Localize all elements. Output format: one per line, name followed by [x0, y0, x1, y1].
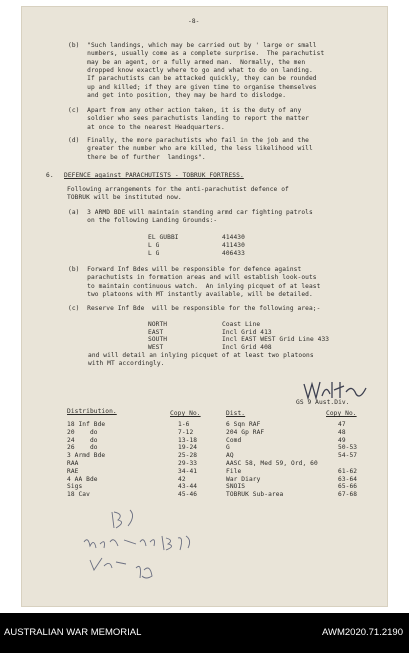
- handwritten-notes: [80, 506, 200, 588]
- paragraph-b-line: If parachutists can be attacked quickly, they can be rounded: [68, 75, 317, 83]
- paragraph-c-line: at once to the nearest Headquarters.: [68, 123, 225, 131]
- paragraph-b-line: and get into position, they may be hard to dislodge.: [68, 91, 287, 99]
- distribution-unit: G: [226, 444, 230, 452]
- item-b-line: (b) Forward Inf Bdes will be responsible for defence against: [68, 266, 302, 273]
- distribution-copy: 7-12: [178, 428, 194, 436]
- landing-ground-name: L G: [148, 242, 160, 249]
- distribution-copy: 1-6: [178, 421, 190, 428]
- item-b-line: to maintain continuous watch. An inlying picquet of at least: [68, 282, 321, 290]
- footer-accession-number: AWM2020.71.2190: [322, 627, 403, 638]
- distribution-unit: 24 do: [67, 436, 98, 444]
- distribution-unit: Sigs: [67, 483, 83, 491]
- paragraph-b-line: dropped know exactly where to go and what to do on landing.: [68, 66, 313, 74]
- distribution-copy: 13-18: [178, 436, 198, 444]
- landing-ground-name: L G: [148, 250, 160, 257]
- landing-ground-ref: 414430: [222, 234, 245, 241]
- distribution-copy: 29-33: [178, 460, 198, 467]
- distribution-copy: 42: [178, 475, 186, 483]
- distribution-unit: 26 do: [67, 444, 98, 452]
- distribution-copy: 61-62: [338, 467, 358, 475]
- page-number: -8-: [188, 18, 200, 25]
- distribution-heading: Distribution.: [67, 408, 117, 415]
- paragraph-b-line: numbers, usually come as a complete surprise. The parachutist: [68, 50, 325, 58]
- area-description: Incl EAST WEST Grid Line 433: [222, 336, 330, 344]
- paragraph-d-line: (d) Finally, the more parachutists who fail in the job and the: [68, 137, 309, 144]
- signature-block: GS 9 Aust.Div.: [296, 399, 350, 406]
- distribution-unit: 6 Sqn RAF: [226, 421, 261, 428]
- item-b-line: parachutists in formation areas and will establish look-outs: [68, 274, 317, 282]
- distribution-unit: SNOIS: [226, 483, 246, 491]
- section-heading: DEFENCE against PARACHUTISTS - TOBRUK FORTRESS.: [64, 172, 244, 179]
- intro-line: TOBRUK will be instituted now.: [67, 194, 182, 202]
- distribution-unit: RAE: [67, 467, 79, 475]
- distribution-copy: 48: [338, 428, 346, 436]
- distribution-unit: 18 Inf Bde: [67, 421, 106, 428]
- distribution-unit: 18 Cav: [67, 491, 90, 499]
- distribution-copy: 54-57: [338, 452, 358, 460]
- area-direction: NORTH: [148, 321, 168, 328]
- item-b-line: two platoons with MT instantly available, will be detailed.: [68, 290, 313, 298]
- item-a-line: on the following Landing Grounds:-: [68, 217, 218, 225]
- distribution-unit: AQ: [226, 452, 234, 460]
- item-c-end-line: with MT accordingly.: [88, 360, 165, 368]
- distribution-unit: Comd: [226, 436, 242, 444]
- distribution-copy: 25-28: [178, 452, 198, 460]
- distribution-unit: RAA: [67, 460, 79, 467]
- footer-bar: [0, 613, 409, 653]
- distribution-copy: 19-24: [178, 444, 198, 452]
- paragraph-d-line: greater the number who are killed, the less likelihood will: [68, 145, 313, 153]
- distribution-copy: 63-64: [338, 475, 358, 483]
- area-description: Incl Grid 413: [222, 328, 272, 336]
- footer-institution: AUSTRALIAN WAR MEMORIAL: [4, 627, 142, 638]
- paragraph-b-line: up and killed; if they are given time to organise themselves: [68, 83, 317, 91]
- distribution-copy: 34-41: [178, 467, 198, 475]
- intro-line: Following arrangements for the anti-parachutist defence of: [67, 186, 289, 193]
- distribution-unit: 4 AA Bde: [67, 475, 98, 483]
- landing-ground-name: EL GUBBI: [148, 234, 179, 241]
- section-number: 6.: [46, 172, 54, 179]
- distribution-copy: 45-46: [178, 491, 198, 499]
- landing-ground-ref: 406433: [222, 250, 245, 257]
- copy-no-heading-right: Copy No.: [326, 410, 357, 417]
- area-description: Coast Line: [222, 321, 261, 328]
- paragraph-b-line: may be an agent, or a fully armed man. Normally, the men: [68, 58, 306, 66]
- distribution-copy: 49: [338, 436, 346, 444]
- paragraph-b-line: (b) "Such landings, which may be carried out by ' large or small: [68, 42, 317, 49]
- paragraph-d-line: there be of further landings".: [68, 153, 206, 161]
- area-direction: WEST: [148, 343, 164, 351]
- paragraph-c-line: (c) Apart from any other action taken, it is the duty of any: [68, 107, 302, 114]
- dist-heading: Dist.: [226, 410, 246, 417]
- area-direction: SOUTH: [148, 336, 168, 344]
- area-direction: EAST: [148, 328, 164, 336]
- area-description: Incl Grid 408: [222, 343, 272, 351]
- copy-no-heading-left: Copy No.: [170, 410, 201, 417]
- distribution-copy: 43-44: [178, 483, 198, 491]
- item-c-end-line: and will detail an inlying picquet of at least two platoons: [88, 352, 314, 359]
- distribution-copy: 65-66: [338, 483, 358, 491]
- distribution-unit: AASC 58, Med 59, Ord, 60: [226, 460, 318, 467]
- landing-ground-ref: 411430: [222, 242, 245, 249]
- distribution-copy: 47: [338, 421, 346, 428]
- item-c: (c) Reserve Inf Bde will be responsible for the following area;-: [68, 305, 321, 312]
- distribution-copy: 50-53: [338, 444, 358, 452]
- item-a-line: (a) 3 ARMD BDE will maintain standing armd car fighting patrols: [68, 209, 313, 216]
- distribution-unit: 3 Armd Bde: [67, 452, 106, 460]
- distribution-unit: File: [226, 467, 242, 475]
- distribution-unit: TOBRUK Sub-area: [226, 491, 284, 499]
- distribution-unit: War Diary: [226, 475, 261, 483]
- paragraph-c-line: soldier who sees parachutists landing to report the matter: [68, 115, 309, 123]
- distribution-unit: 204 Gp RAF: [226, 428, 265, 436]
- distribution-copy: 67-68: [338, 491, 358, 499]
- distribution-unit: 20 do: [67, 428, 98, 436]
